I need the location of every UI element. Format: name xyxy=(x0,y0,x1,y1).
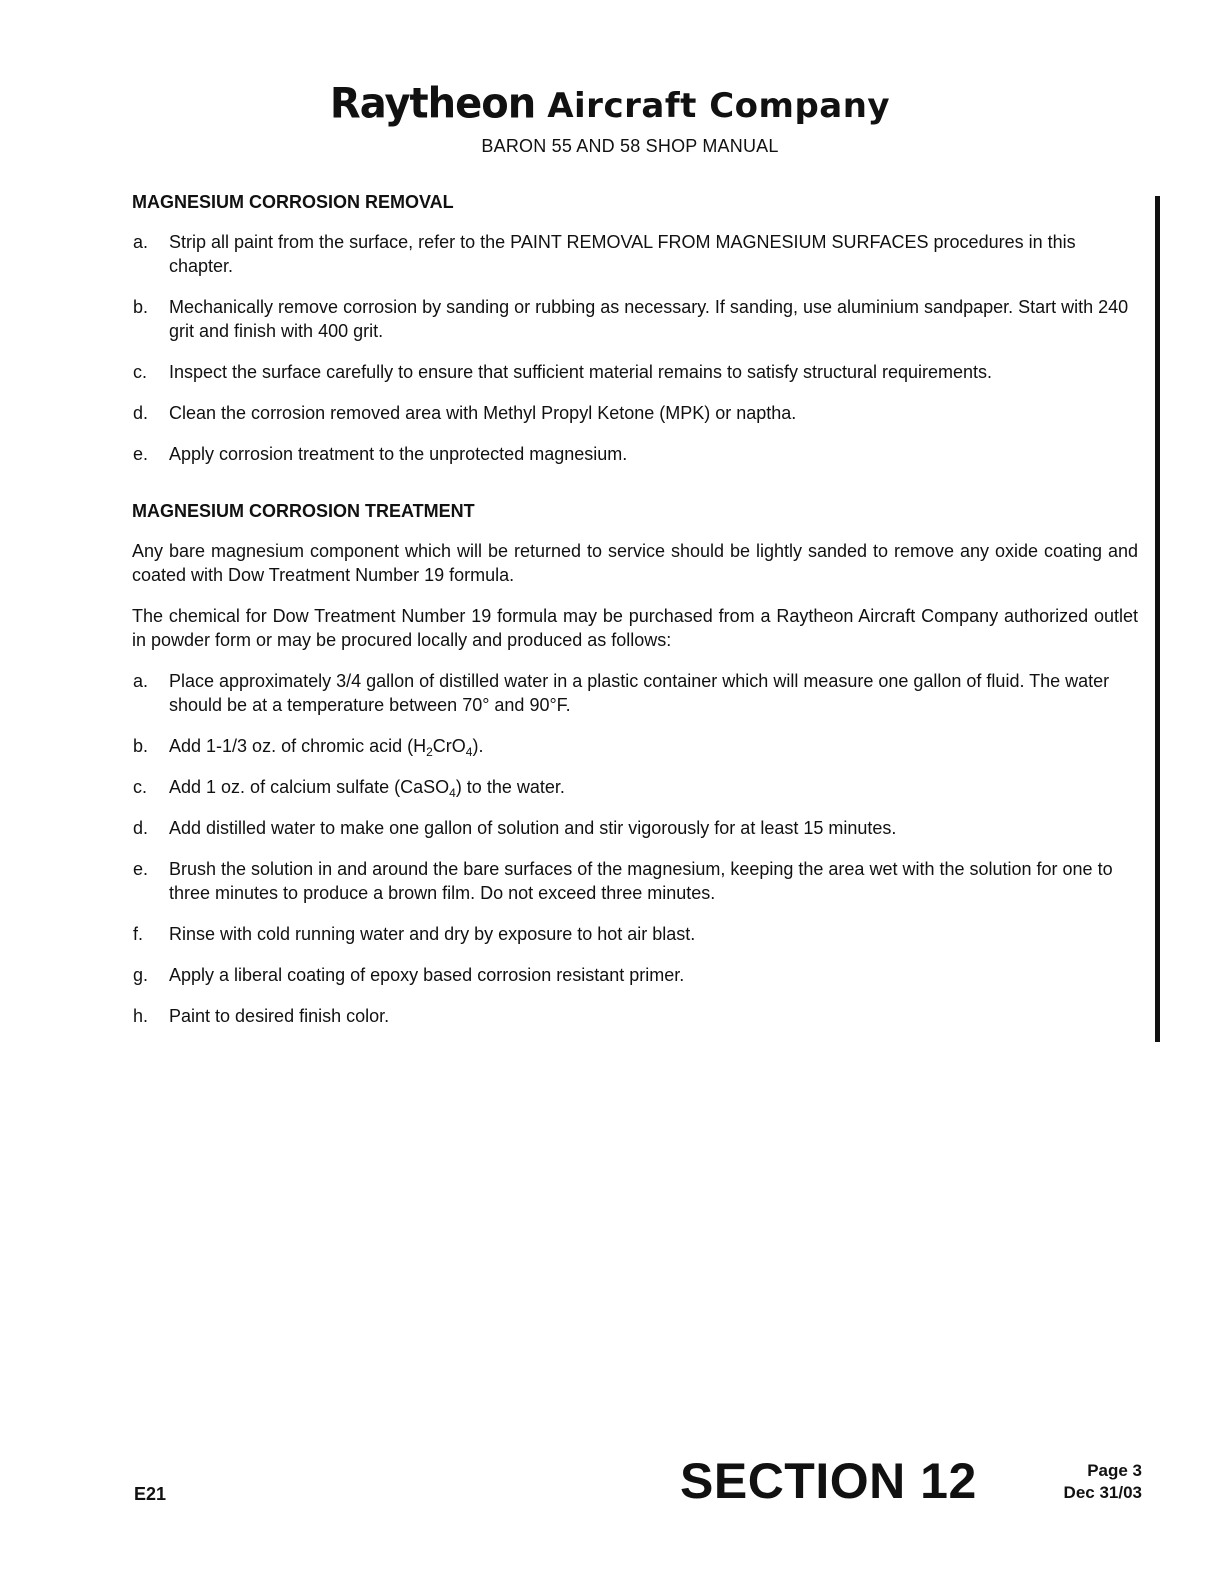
item-text: Place approximately 3/4 gallon of distilled water in a plastic container which will measure one gallon of fluid. The water should be at a temperature between 70° and 90°F. xyxy=(169,671,1110,715)
list-item xyxy=(132,922,1138,946)
list-item xyxy=(132,669,1138,717)
list-item xyxy=(132,230,1138,278)
item-text: Add distilled water to make one gallon of solution and stir vigorously for at least 15 minutes. xyxy=(169,818,897,838)
list-item xyxy=(132,775,1138,799)
list-item xyxy=(132,442,1138,466)
list-item xyxy=(132,1004,1138,1028)
item-letter: b. xyxy=(133,297,149,317)
list-item xyxy=(132,295,1138,343)
paragraph: The chemical for Dow Treatment Number 19 formula may be purchased from a Raytheon Aircraft Company authorized outlet in powder form or may be procured locally and produced as follows: xyxy=(132,606,1138,650)
item-text: Apply a liberal coating of epoxy based corrosion resistant primer. xyxy=(169,965,685,985)
company-name: Aircraft Company xyxy=(547,86,891,126)
list-item xyxy=(132,734,1138,758)
footer-code: E21 xyxy=(134,1484,167,1504)
raytheon-logo: Raytheon xyxy=(329,79,536,129)
item-letter: c. xyxy=(133,777,148,797)
footer-page-info xyxy=(1036,1460,1142,1504)
item-letter: e. xyxy=(133,859,149,879)
item-letter: d. xyxy=(133,818,149,838)
item-text: Add 1-1/3 oz. of chromic acid $(H_2CrO_4)$. xyxy=(169,736,484,759)
page-header xyxy=(0,79,1220,157)
revision-date: Dec 31/03 xyxy=(1063,1483,1142,1502)
item-text: Brush the solution in and around the bare surfaces of the magnesium, keeping the area wet with the solution for one to three minutes to produce a brown film. Do not exceed three minutes. xyxy=(169,859,1113,903)
item-letter: h. xyxy=(133,1006,149,1026)
item-text: Rinse with cold running water and dry by exposure to hot air blast. xyxy=(169,924,696,944)
item-letter: c. xyxy=(133,362,148,382)
item-text: Add 1 oz. of calcium sulfate (CaSO$_4$) to the water. xyxy=(169,777,565,800)
item-letter: a. xyxy=(133,232,149,252)
item-text: Mechanically remove corrosion by sanding or rubbing as necessary. If sanding, use aluminium sandpaper. Start with 240 grit and finish with 400 grit. xyxy=(169,297,1129,341)
item-letter: a. xyxy=(133,671,149,691)
list-item xyxy=(132,816,1138,840)
company-brand xyxy=(0,79,1220,129)
revision-change-bar xyxy=(1155,196,1160,1042)
item-letter: d. xyxy=(133,403,149,423)
footer-section-title: SECTION 12 xyxy=(680,1453,977,1509)
item-text: Paint to desired finish color. xyxy=(169,1006,390,1026)
item-text: Apply corrosion treatment to the unprotected magnesium. xyxy=(169,444,628,464)
list-item xyxy=(132,401,1138,425)
removal-steps-list xyxy=(132,230,1138,466)
paragraph: Any bare magnesium component which will be returned to service should be lightly sanded to remove any oxide coating and coated with Dow Treatment Number 19 formula. xyxy=(132,541,1138,585)
treatment-steps-list xyxy=(132,669,1138,1028)
item-letter: e. xyxy=(133,444,149,464)
item-text: Clean the corrosion removed area with Methyl Propyl Ketone (MPK) or naptha. xyxy=(169,403,797,423)
item-text: Inspect the surface carefully to ensure that sufficient material remains to satisfy structural requirements. xyxy=(169,362,993,382)
item-letter: f. xyxy=(133,924,144,944)
list-item xyxy=(132,963,1138,987)
manual-title: BARON 55 AND 58 SHOP MANUAL xyxy=(481,136,779,156)
page-number: Page 3 xyxy=(1087,1461,1142,1480)
page-content xyxy=(132,190,1138,1045)
item-text: Strip all paint from the surface, refer to the PAINT REMOVAL FROM MAGNESIUM SURFACES procedures in this chapter. xyxy=(169,232,1076,276)
list-item xyxy=(132,857,1138,905)
item-letter: g. xyxy=(133,965,149,985)
section-heading-treatment: MAGNESIUM CORROSION TREATMENT xyxy=(132,501,475,521)
section-heading-removal: MAGNESIUM CORROSION REMOVAL xyxy=(132,192,454,212)
list-item xyxy=(132,360,1138,384)
item-letter: b. xyxy=(133,736,149,756)
